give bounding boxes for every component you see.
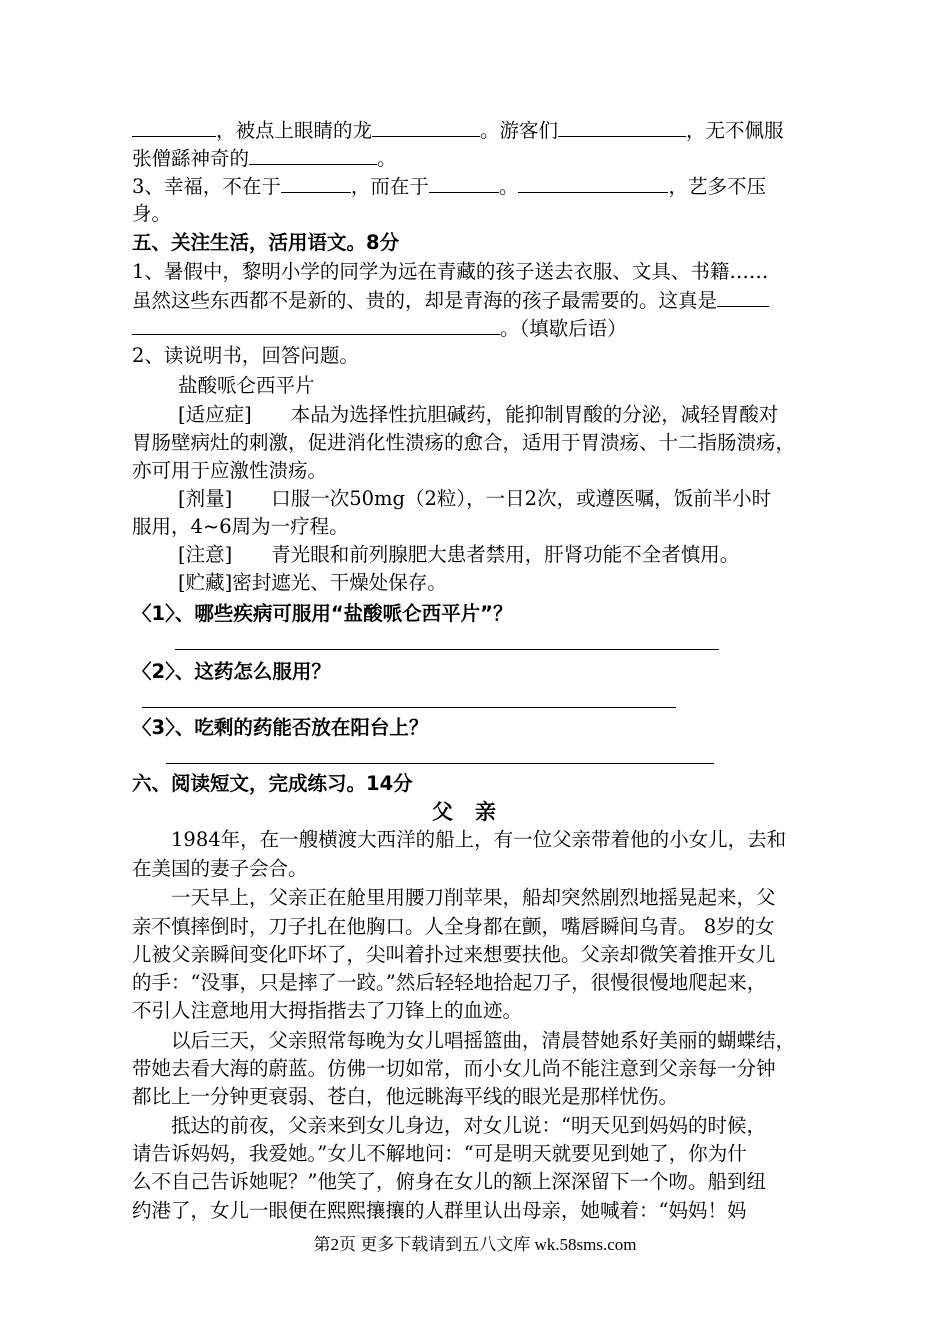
answer-line[interactable] <box>142 707 676 708</box>
page-footer: 第2页 更多下载请到五八文库 wk.58sms.com <box>313 1235 637 1254</box>
indication-line3: 亦可用于应激性溃疡。 <box>132 459 328 482</box>
answer-blank[interactable] <box>717 286 769 307</box>
passage-line: 的手：“没事，只是摔了一跤。”然后轻轻地拾起刀子，很慢很慢地爬起来， <box>132 971 767 994</box>
sec6-heading: 六、阅读短文，完成练习。14分 <box>132 772 413 795</box>
sec4-line2: 张僧繇神奇的 。 <box>132 144 397 172</box>
indication-line1: [适应症] 本品为选择性抗胆碱药，能抑制胃酸的分泌，减轻胃酸对 <box>178 403 779 426</box>
drug-name: 盐酸哌仑西平片 <box>178 374 315 397</box>
passage-line: 一天早上，父亲正在舱里用腰刀削苹果，船却突然剧烈地摇晃起来，父 <box>132 886 776 909</box>
passage-line: 儿被父亲瞬间变化吓坏了，尖叫着扑过来想要扶他。父亲却微笑着推开女儿 <box>132 943 776 966</box>
sec5-q1-line2: 虽然这些东西都不是新的、贵的，却是青海的孩子最需要的。这真是 <box>132 286 769 314</box>
answer-blank[interactable] <box>281 172 351 193</box>
passage-line: 么不自己告诉她呢？”他笑了，俯身在女儿的额上深深留下一个吻。船到纽 <box>132 1170 766 1193</box>
sec5-q2: 2、读说明书，回答问题。 <box>132 344 359 367</box>
passage-line: 约港了，女儿一眼便在熙熙攘攘的人群里认出母亲，她喊着：“妈妈！妈 <box>132 1199 747 1222</box>
sec5-q1-line3: 。（填歇后语） <box>132 314 627 342</box>
passage-line: 在美国的妻子会合。 <box>132 857 308 880</box>
sub-question-1: 〈1〉、哪些疾病可服用“盐酸哌仑西平片”？ <box>132 602 513 625</box>
passage-line: 亲不慎摔倒时，刀子扎在他胸口。人全身都在颤，嘴唇瞬间乌青。 8岁的女 <box>132 915 775 938</box>
answer-blank[interactable] <box>132 314 500 335</box>
sec4-q3-end: 身。 <box>132 202 172 225</box>
answer-line[interactable] <box>166 763 714 764</box>
passage-line: 不引人注意地用大拇指揩去了刀锋上的血迹。 <box>132 999 523 1022</box>
sub-question-2: 〈2〉、这药怎么服用？ <box>132 660 331 683</box>
passage-line: 带她去看大海的蔚蓝。仿佛一切如常，而小女儿尚不能注意到父亲每一分钟 <box>132 1057 776 1080</box>
passage-line: 请告诉妈妈，我爱她。”女儿不解地问：“可是明天就要见到她了，你为什 <box>132 1142 747 1165</box>
storage: [贮藏]密封遮光、干燥处保存。 <box>178 571 447 594</box>
passage-line: 1984年，在一艘横渡大西洋的船上，有一位父亲带着他的小女儿，去和 <box>132 828 787 851</box>
answer-blank[interactable] <box>429 172 499 193</box>
sec4-line1: ，被点上眼睛的龙 。游客们 ，无不佩服 <box>132 116 784 144</box>
answer-blank[interactable] <box>372 116 480 137</box>
dosage-line1: [剂量] 口服一次50mg（2粒），一日2次，或遵医嘱，饭前半小时 <box>178 487 772 510</box>
answer-blank[interactable] <box>518 172 668 193</box>
passage-line: 抵达的前夜，父亲来到女儿身边，对女儿说：“明天见到妈妈的时候， <box>132 1114 766 1137</box>
answer-blank[interactable] <box>558 116 686 137</box>
answer-blank[interactable] <box>132 116 216 137</box>
sec4-q3: 3、幸福，不在于 ，而在于 。 ，艺多不压 <box>132 172 766 200</box>
passage-line: 以后三天，父亲照常每晚为女儿唱摇篮曲，清晨替她系好美丽的蝴蝶结， <box>132 1029 796 1052</box>
dosage-line2: 服用，4~6周为一疗程。 <box>132 515 349 538</box>
sec5-heading: 五、关注生活，活用语文。8分 <box>132 231 400 254</box>
precaution: [注意] 青光眼和前列腺肥大患者禁用，肝肾功能不全者慎用。 <box>178 543 740 566</box>
indication-line2: 胃肠壁病灶的刺激，促进消化性溃疡的愈合，适用于胃溃疡、十二指肠溃疡， <box>132 431 796 454</box>
answer-blank[interactable] <box>249 144 377 165</box>
passage-line: 都比上一分钟更衰弱、苍白，他远眺海平线的眼光是那样忧伤。 <box>132 1085 679 1108</box>
answer-line[interactable] <box>175 649 719 650</box>
passage-title: 父亲 <box>432 800 518 824</box>
sub-question-3: 〈3〉、吃剩的药能否放在阳台上？ <box>132 716 429 739</box>
sec5-q1-line1: 1、暑假中，黎明小学的同学为远在青藏的孩子送去衣服、文具、书籍…… <box>132 260 769 283</box>
